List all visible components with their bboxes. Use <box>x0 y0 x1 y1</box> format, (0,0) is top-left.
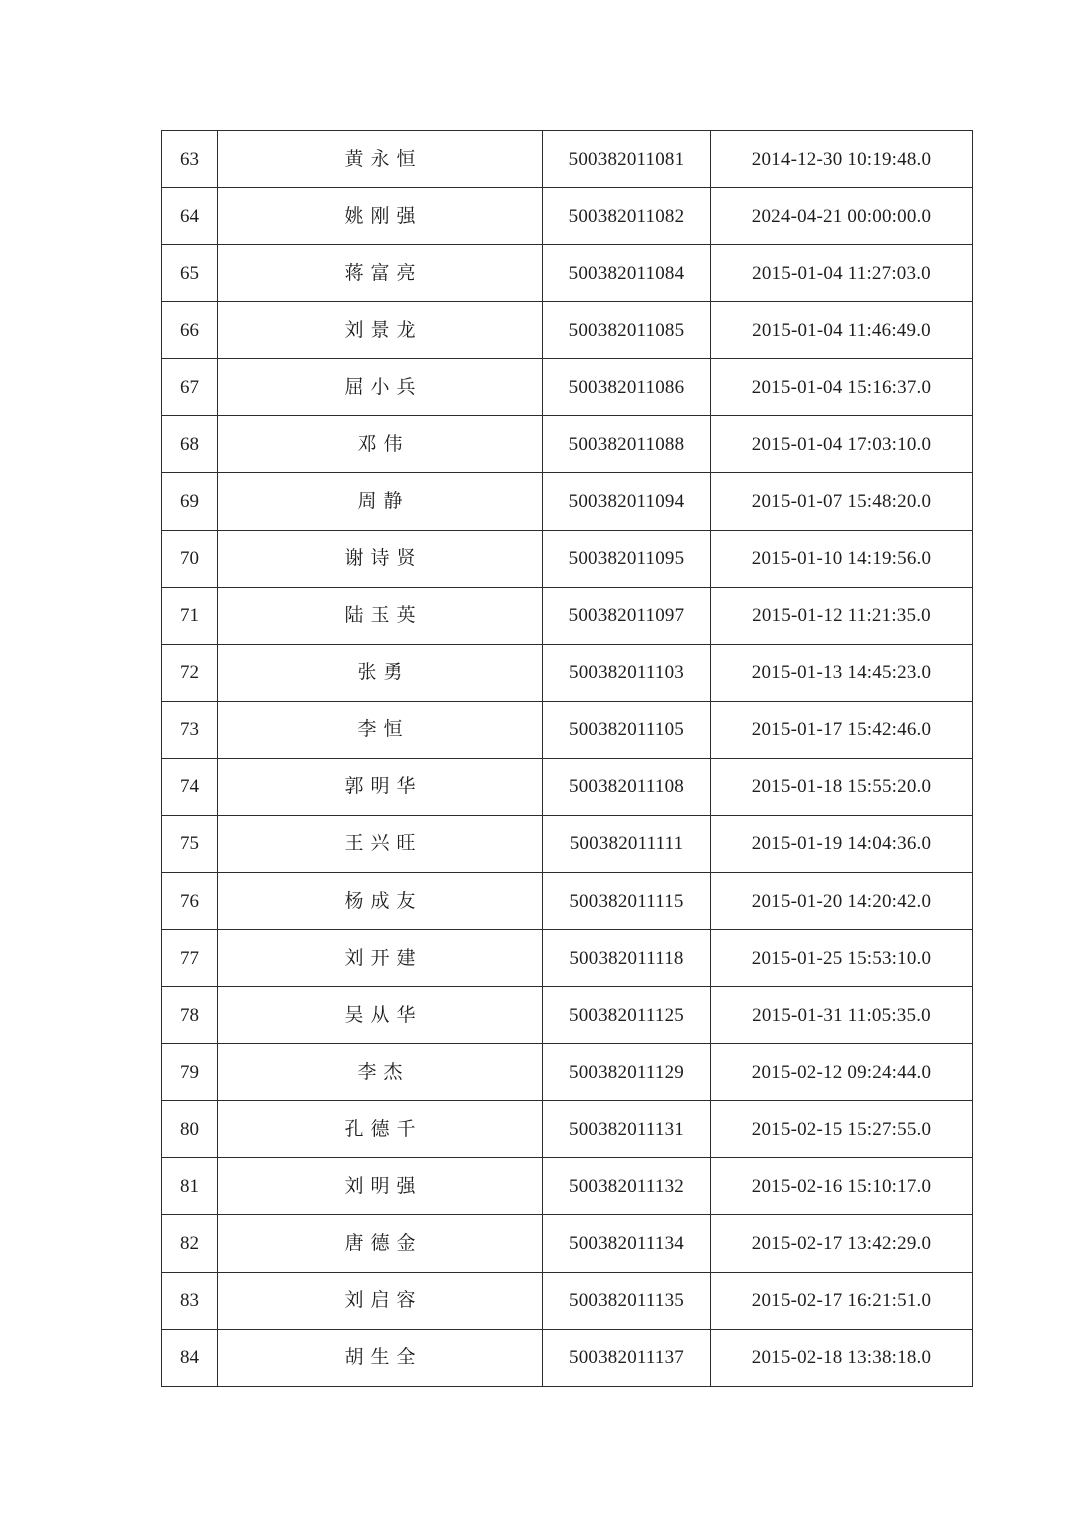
name-cell: 王兴旺 <box>218 815 543 872</box>
name-cell: 姚刚强 <box>218 188 543 245</box>
name-cell: 郭明华 <box>218 758 543 815</box>
table-row <box>162 530 973 587</box>
row-index-cell: 79 <box>162 1044 218 1101</box>
table-row <box>162 1215 973 1272</box>
table-row <box>162 987 973 1044</box>
row-index-cell: 64 <box>162 188 218 245</box>
table-row <box>162 302 973 359</box>
name-cell: 黄永恒 <box>218 131 543 188</box>
id-cell: 500382011086 <box>543 359 711 416</box>
id-cell: 500382011134 <box>543 1215 711 1272</box>
timestamp-cell: 2015-02-17 16:21:51.0 <box>711 1272 973 1329</box>
id-cell: 500382011105 <box>543 701 711 758</box>
timestamp-cell: 2015-01-25 15:53:10.0 <box>711 930 973 987</box>
name-cell: 张勇 <box>218 644 543 701</box>
name-cell: 刘启容 <box>218 1272 543 1329</box>
timestamp-cell: 2015-01-17 15:42:46.0 <box>711 701 973 758</box>
id-cell: 500382011125 <box>543 987 711 1044</box>
row-index-cell: 74 <box>162 758 218 815</box>
row-index-cell: 63 <box>162 131 218 188</box>
table-row <box>162 1158 973 1215</box>
table-row <box>162 930 973 987</box>
table-row <box>162 1272 973 1329</box>
id-cell: 500382011111 <box>543 815 711 872</box>
row-index-cell: 84 <box>162 1329 218 1386</box>
table-row <box>162 1101 973 1158</box>
id-cell: 500382011118 <box>543 930 711 987</box>
name-cell: 蒋富亮 <box>218 245 543 302</box>
id-cell: 500382011081 <box>543 131 711 188</box>
id-cell: 500382011129 <box>543 1044 711 1101</box>
row-index-cell: 69 <box>162 473 218 530</box>
id-cell: 500382011082 <box>543 188 711 245</box>
row-index-cell: 65 <box>162 245 218 302</box>
row-index-cell: 82 <box>162 1215 218 1272</box>
id-cell: 500382011103 <box>543 644 711 701</box>
name-cell: 唐德金 <box>218 1215 543 1272</box>
timestamp-cell: 2024-04-21 00:00:00.0 <box>711 188 973 245</box>
row-index-cell: 72 <box>162 644 218 701</box>
row-index-cell: 70 <box>162 530 218 587</box>
table-row <box>162 188 973 245</box>
timestamp-cell: 2015-01-04 11:46:49.0 <box>711 302 973 359</box>
row-index-cell: 66 <box>162 302 218 359</box>
row-index-cell: 73 <box>162 701 218 758</box>
id-cell: 500382011085 <box>543 302 711 359</box>
row-index-cell: 68 <box>162 416 218 473</box>
name-cell: 周静 <box>218 473 543 530</box>
name-cell: 刘明强 <box>218 1158 543 1215</box>
table-row <box>162 131 973 188</box>
roster-table <box>161 130 973 1387</box>
name-cell: 谢诗贤 <box>218 530 543 587</box>
id-cell: 500382011088 <box>543 416 711 473</box>
table-row <box>162 245 973 302</box>
timestamp-cell: 2015-01-04 11:27:03.0 <box>711 245 973 302</box>
row-index-cell: 83 <box>162 1272 218 1329</box>
table-row <box>162 587 973 644</box>
timestamp-cell: 2015-01-12 11:21:35.0 <box>711 587 973 644</box>
name-cell: 邓伟 <box>218 416 543 473</box>
timestamp-cell: 2015-02-15 15:27:55.0 <box>711 1101 973 1158</box>
table-row <box>162 873 973 930</box>
timestamp-cell: 2015-01-10 14:19:56.0 <box>711 530 973 587</box>
table-row <box>162 1329 973 1386</box>
name-cell: 陆玉英 <box>218 587 543 644</box>
timestamp-cell: 2015-02-16 15:10:17.0 <box>711 1158 973 1215</box>
table-row <box>162 359 973 416</box>
name-cell: 刘开建 <box>218 930 543 987</box>
id-cell: 500382011095 <box>543 530 711 587</box>
name-cell: 胡生全 <box>218 1329 543 1386</box>
timestamp-cell: 2015-02-17 13:42:29.0 <box>711 1215 973 1272</box>
id-cell: 500382011135 <box>543 1272 711 1329</box>
id-cell: 500382011084 <box>543 245 711 302</box>
name-cell: 李杰 <box>218 1044 543 1101</box>
row-index-cell: 75 <box>162 815 218 872</box>
name-cell: 孔德千 <box>218 1101 543 1158</box>
timestamp-cell: 2015-01-04 17:03:10.0 <box>711 416 973 473</box>
name-cell: 杨成友 <box>218 873 543 930</box>
table-row <box>162 644 973 701</box>
id-cell: 500382011131 <box>543 1101 711 1158</box>
table-row <box>162 758 973 815</box>
name-cell: 屈小兵 <box>218 359 543 416</box>
id-cell: 500382011094 <box>543 473 711 530</box>
timestamp-cell: 2015-02-12 09:24:44.0 <box>711 1044 973 1101</box>
row-index-cell: 77 <box>162 930 218 987</box>
timestamp-cell: 2015-01-07 15:48:20.0 <box>711 473 973 530</box>
timestamp-cell: 2015-02-18 13:38:18.0 <box>711 1329 973 1386</box>
table-row <box>162 701 973 758</box>
name-cell: 李恒 <box>218 701 543 758</box>
timestamp-cell: 2014-12-30 10:19:48.0 <box>711 131 973 188</box>
id-cell: 500382011137 <box>543 1329 711 1386</box>
name-cell: 吴从华 <box>218 987 543 1044</box>
table-row <box>162 416 973 473</box>
timestamp-cell: 2015-01-20 14:20:42.0 <box>711 873 973 930</box>
timestamp-cell: 2015-01-04 15:16:37.0 <box>711 359 973 416</box>
row-index-cell: 78 <box>162 987 218 1044</box>
id-cell: 500382011108 <box>543 758 711 815</box>
name-cell: 刘景龙 <box>218 302 543 359</box>
row-index-cell: 71 <box>162 587 218 644</box>
table-row <box>162 1044 973 1101</box>
timestamp-cell: 2015-01-31 11:05:35.0 <box>711 987 973 1044</box>
row-index-cell: 80 <box>162 1101 218 1158</box>
row-index-cell: 76 <box>162 873 218 930</box>
timestamp-cell: 2015-01-13 14:45:23.0 <box>711 644 973 701</box>
timestamp-cell: 2015-01-19 14:04:36.0 <box>711 815 973 872</box>
id-cell: 500382011097 <box>543 587 711 644</box>
row-index-cell: 67 <box>162 359 218 416</box>
roster-table-body <box>162 131 973 1387</box>
timestamp-cell: 2015-01-18 15:55:20.0 <box>711 758 973 815</box>
table-row <box>162 473 973 530</box>
id-cell: 500382011132 <box>543 1158 711 1215</box>
row-index-cell: 81 <box>162 1158 218 1215</box>
id-cell: 500382011115 <box>543 873 711 930</box>
table-row <box>162 815 973 872</box>
